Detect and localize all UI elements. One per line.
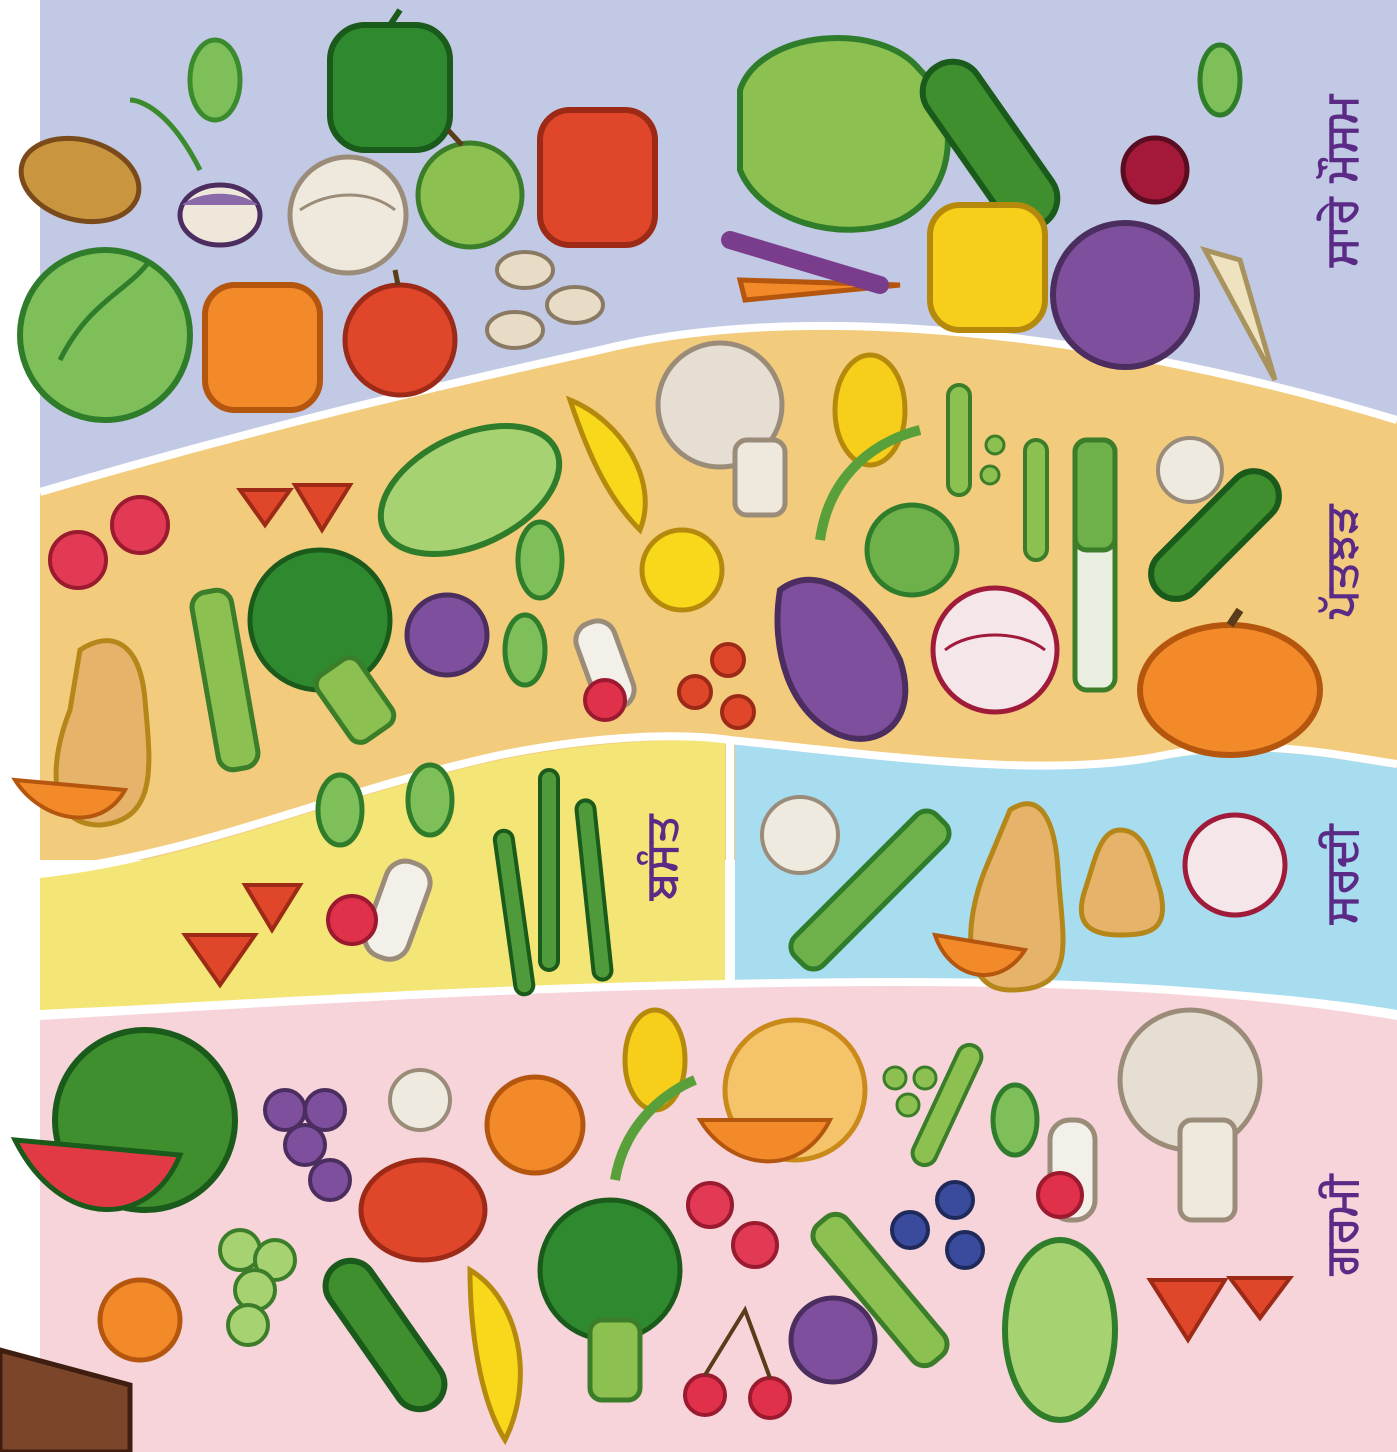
red-pepper-icon: [540, 110, 655, 245]
red-onion-icon: [933, 588, 1057, 712]
lettuce-icon: [740, 38, 948, 230]
season-label-all-year: ਸਾਰੇ ਮੌਸਮ: [1316, 95, 1367, 267]
leek-icon: [1075, 440, 1115, 690]
winter-plum-icon: [791, 1298, 875, 1382]
season-label-winter: ਗਰਮੀ: [1316, 1175, 1367, 1276]
green-pepper-icon: [330, 10, 450, 150]
cabbage-icon: [20, 250, 190, 420]
winter-chinese-cabbage-icon: [1005, 1240, 1115, 1420]
left-margin: [0, 0, 40, 1452]
band-summer: [735, 744, 1397, 1010]
pear-icon: [642, 530, 722, 610]
season-label-summer: ਸਰਦੀ: [1316, 825, 1367, 924]
red-cabbage-icon: [1053, 223, 1197, 367]
summer-garlic-icon: [762, 797, 838, 873]
orange-pepper-icon: [205, 285, 320, 410]
apricot-icon: [100, 1280, 180, 1360]
garlic-icon: [1158, 438, 1222, 502]
plum-icon: [407, 595, 487, 675]
season-label-spring: ਬਸੰਤ: [636, 815, 687, 900]
onion-white-icon: [290, 157, 406, 273]
season-label-autumn: ਪੱਤਝੜ: [1316, 505, 1367, 618]
tomato-icon: [361, 1160, 485, 1260]
artichoke-icon: [867, 505, 957, 595]
winter-garlic-icon: [390, 1070, 450, 1130]
yellow-pepper-icon: [930, 205, 1045, 330]
summer-red-onion-icon: [1185, 815, 1285, 915]
peach-icon: [487, 1077, 583, 1173]
